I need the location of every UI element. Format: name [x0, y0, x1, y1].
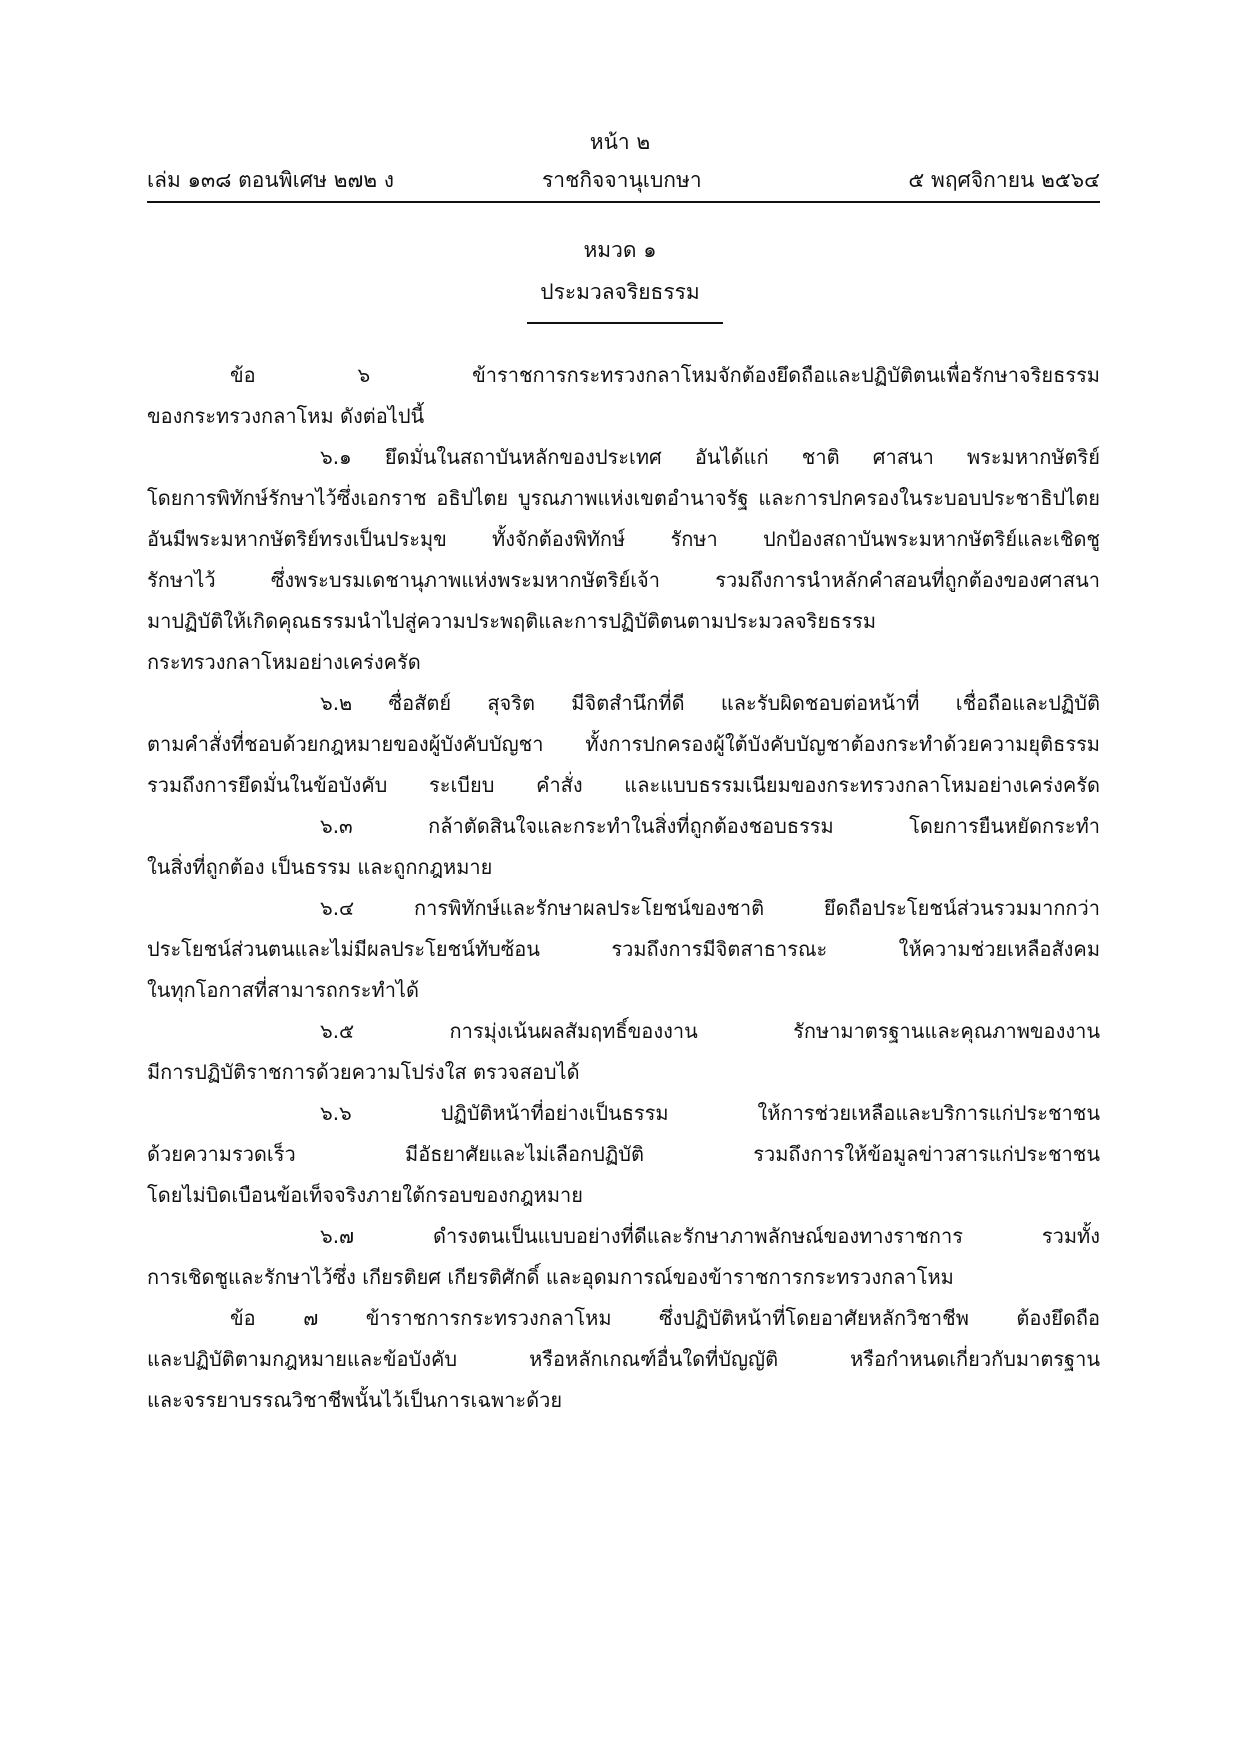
- body-line: มีการปฏิบัติราชการด้วยความโปร่งใส ตรวจสอบได้: [147, 1060, 580, 1084]
- page-number: หน้า ๒: [589, 130, 651, 154]
- gazette-title: ราชกิจจานุเบกษา: [542, 168, 702, 192]
- body-line: การเชิดชูและรักษาไว้ซึ่ง เกียรติยศ เกียรติศักดิ์ และอุดมการณ์ของข้าราชการกระทรวงกลาโหม: [147, 1265, 954, 1289]
- chapter-divider: [527, 322, 723, 324]
- body-line: และจรรยาบรรณวิชาชีพนั้นไว้เป็นการเฉพาะด้วย: [147, 1388, 563, 1412]
- body-line: ๖.๒ ซื่อสัตย์ สุจริต มีจิตสำนึกที่ดี และรับผิดชอบต่อหน้าที่ เชื่อถือและปฏิบัติ: [320, 691, 1100, 715]
- body-line: ๖.๖ ปฏิบัติหน้าที่อย่างเป็นธรรม ให้การช่วยเหลือและบริการแก่ประชาชน: [320, 1101, 1100, 1125]
- body-line: รักษาไว้ ซึ่งพระบรมเดชานุภาพแห่งพระมหากษัตริย์เจ้า รวมถึงการนำหลักคำสอนที่ถูกต้องของศาสนา: [147, 568, 1100, 592]
- body-line: อันมีพระมหากษัตริย์ทรงเป็นประมุข ทั้งจักต้องพิทักษ์ รักษา ปกป้องสถาบันพระมหากษัตริย์และเชิดชู: [147, 527, 1100, 551]
- body-line: ตามคำสั่งที่ชอบด้วยกฎหมายของผู้บังคับบัญชา ทั้งการปกครองผู้ใต้บังคับบัญชาต้องกระทำด้วยความยุติธรรม: [147, 732, 1100, 756]
- header-divider: [147, 201, 1100, 203]
- gazette-header: [147, 164, 1100, 198]
- body-line: ในทุกโอกาสที่สามารถกระทำได้: [147, 978, 419, 1002]
- body-line: รวมถึงการยึดมั่นในข้อบังคับ ระเบียบ คำสั่ง และแบบธรรมเนียมของกระทรวงกลาโหมอย่างเคร่งครัด: [147, 773, 1100, 797]
- volume-issue: เล่ม ๑๓๘ ตอนพิเศษ ๒๗๒ ง: [147, 168, 395, 192]
- body-line: ๖.๕ การมุ่งเน้นผลสัมฤทธิ์ของงาน รักษามาตรฐานและคุณภาพของงาน: [320, 1019, 1100, 1043]
- body-line: ๖.๓ กล้าตัดสินใจและกระทำในสิ่งที่ถูกต้องชอบธรรม โดยการยืนหยัดกระทำ: [320, 814, 1100, 838]
- body-line: และปฏิบัติตามกฎหมายและข้อบังคับ หรือหลักเกณฑ์อื่นใดที่บัญญัติ หรือกำหนดเกี่ยวกับมาตรฐาน: [147, 1347, 1100, 1371]
- document-body: [147, 355, 1100, 1421]
- body-line: ประโยชน์ส่วนตนและไม่มีผลประโยชน์ทับซ้อน รวมถึงการมีจิตสาธารณะ ให้ความช่วยเหลือสังคม: [147, 937, 1100, 961]
- body-line: ด้วยความรวดเร็ว มีอัธยาศัยและไม่เลือกปฏิบัติ รวมถึงการให้ข้อมูลข่าวสารแก่ประชาชน: [147, 1142, 1100, 1166]
- body-line: โดยการพิทักษ์รักษาไว้ซึ่งเอกราช อธิปไตย บูรณภาพแห่งเขตอำนาจรัฐ และการปกครองในระบอบประชาธิปไตย: [147, 486, 1100, 510]
- body-line: ๖.๑ ยึดมั่นในสถาบันหลักของประเทศ อันได้แก่ ชาติ ศาสนา พระมหากษัตริย์: [320, 445, 1100, 469]
- body-line: ของกระทรวงกลาโหม ดังต่อไปนี้: [147, 404, 425, 428]
- body-line: โดยไม่บิดเบือนข้อเท็จจริงภายใต้กรอบของกฎหมาย: [147, 1183, 583, 1207]
- body-line: ข้อ ๗ ข้าราชการกระทรวงกลาโหม ซึ่งปฏิบัติหน้าที่โดยอาศัยหลักวิชาชีพ ต้องยึดถือ: [230, 1306, 1100, 1330]
- chapter-title: ประมวลจริยธรรม: [540, 280, 700, 304]
- chapter-number: หมวด ๑: [583, 238, 657, 262]
- body-line: ข้อ ๖ ข้าราชการกระทรวงกลาโหมจักต้องยึดถือและปฏิบัติตนเพื่อรักษาจริยธรรม: [230, 363, 1100, 387]
- publication-date: ๕ พฤศจิกายน ๒๕๖๔: [908, 168, 1100, 192]
- body-line: มาปฏิบัติให้เกิดคุณธรรมนำไปสู่ความประพฤติและการปฏิบัติตนตามประมวลจริยธรรม: [147, 609, 877, 633]
- body-line: ๖.๗ ดำรงตนเป็นแบบอย่างที่ดีและรักษาภาพลักษณ์ของทางราชการ รวมทั้ง: [320, 1224, 1100, 1248]
- body-line: ในสิ่งที่ถูกต้อง เป็นธรรม และถูกกฎหมาย: [147, 855, 493, 879]
- body-line: กระทรวงกลาโหมอย่างเคร่งครัด: [147, 650, 421, 674]
- body-line: ๖.๔ การพิทักษ์และรักษาผลประโยชน์ของชาติ ยึดถือประโยชน์ส่วนรวมมากกว่า: [320, 896, 1100, 920]
